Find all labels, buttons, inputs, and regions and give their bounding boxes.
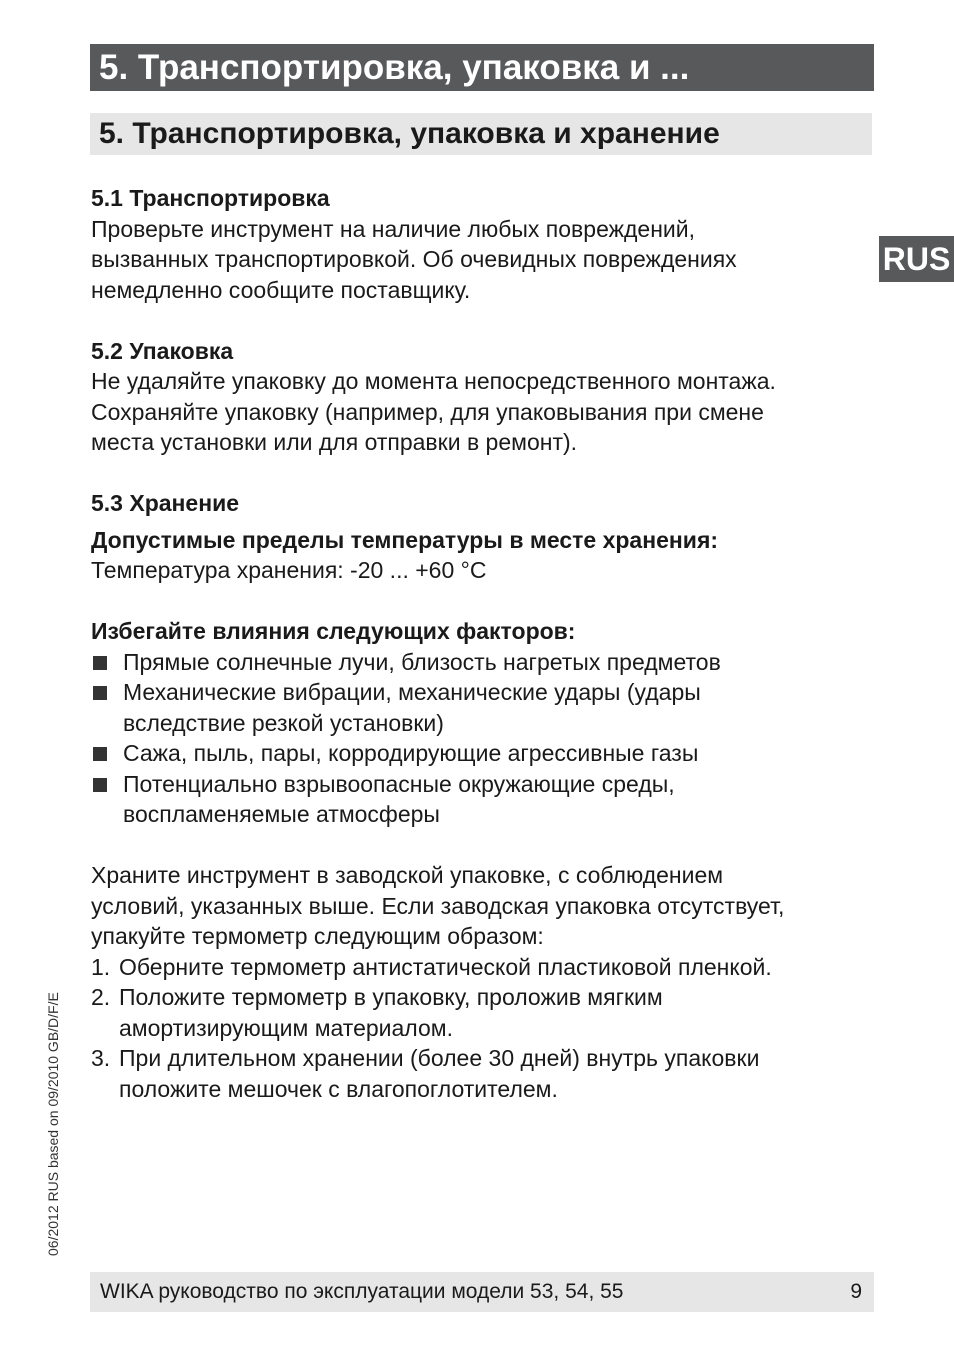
packaging-line: Не удаляйте упаковку до момента непосредственного монтажа. (91, 368, 776, 394)
step-number: 2. (91, 984, 111, 1010)
step-line: Положите термометр в упаковку, проложив мягким (119, 984, 663, 1010)
chapter-header: 5. Транспортировка, упаковка и ... (90, 44, 874, 91)
transport-line: вызванных транспортировкой. Об очевидных повреждениях (91, 246, 737, 272)
storage-limits-heading: Допустимые пределы температуры в месте хранения: (91, 526, 719, 553)
instruction-line: упакуйте термометр следующим образом: (91, 923, 544, 949)
document-version-note: 06/2012 RUS based on 09/2010 GB/D/F/E (45, 992, 61, 1256)
list-item (91, 647, 881, 678)
square-bullet-icon (93, 778, 107, 792)
list-item-line: воспламеняемые атмосферы (123, 801, 440, 827)
square-bullet-icon (93, 686, 107, 700)
list-item (91, 769, 881, 830)
square-bullet-icon (93, 656, 107, 670)
step-line: амортизирующим материалом. (119, 1014, 453, 1041)
step-line: Оберните термометр антистатической пластиковой пленкой. (119, 953, 772, 980)
step-line: При длительном хранении (более 30 дней) внутрь упаковки (119, 1045, 760, 1071)
section-title: 5. Транспортировка, упаковка и хранение (90, 113, 872, 155)
square-bullet-icon (93, 747, 107, 761)
footer-text: WIKA руководство по эксплуатации модели 53, 54, 55 (100, 1280, 624, 1303)
transport-heading: 5.1 Транспортировка (91, 185, 330, 211)
step-item (91, 952, 881, 983)
transport-line: Проверьте инструмент на наличие любых повреждений, (91, 215, 695, 242)
list-item-line: вследствие резкой установки) (123, 709, 444, 736)
storage-heading: 5.3 Хранение (91, 490, 240, 516)
transport-line: немедленно сообщите поставщику. (91, 276, 471, 303)
packaging-line: Сохраняйте упаковку (например, для упаковывания при смене (91, 398, 764, 425)
content (91, 183, 881, 1104)
list-item (91, 677, 881, 738)
list-item-line: Потенциально взрывоопасные окружающие среды, (123, 770, 675, 797)
list-item-line: Механические вибрации, механические удары (удары (123, 679, 701, 705)
list-item (91, 738, 881, 769)
storage-limits-value: Температура хранения: -20 ... +60 °C (91, 557, 487, 583)
packaging-line: места установки или для отправки в ремонт). (91, 429, 578, 455)
step-item (91, 1043, 881, 1104)
step-item (91, 982, 881, 1043)
avoid-heading: Избегайте влияния следующих факторов: (91, 618, 576, 644)
page-footer (90, 1272, 874, 1312)
step-line: положите мешочек с влагопоглотителем. (119, 1075, 558, 1102)
instruction-line: условий, указанных выше. Если заводская упаковка отсутствует, (91, 892, 785, 919)
packaging-heading: 5.2 Упаковка (91, 337, 234, 364)
step-number: 1. (91, 953, 111, 980)
instruction-line: Храните инструмент в заводской упаковке, с соблюдением (91, 862, 724, 888)
avoid-list (91, 647, 881, 830)
list-item-line: Сажа, пыль, пары, корродирующие агрессивные газы (123, 740, 699, 766)
page-number: 9 (850, 1280, 862, 1303)
language-tab: RUS (879, 236, 954, 282)
step-number: 3. (91, 1045, 111, 1071)
list-item-line: Прямые солнечные лучи, близость нагретых предметов (123, 648, 721, 675)
steps-list (91, 952, 881, 1105)
